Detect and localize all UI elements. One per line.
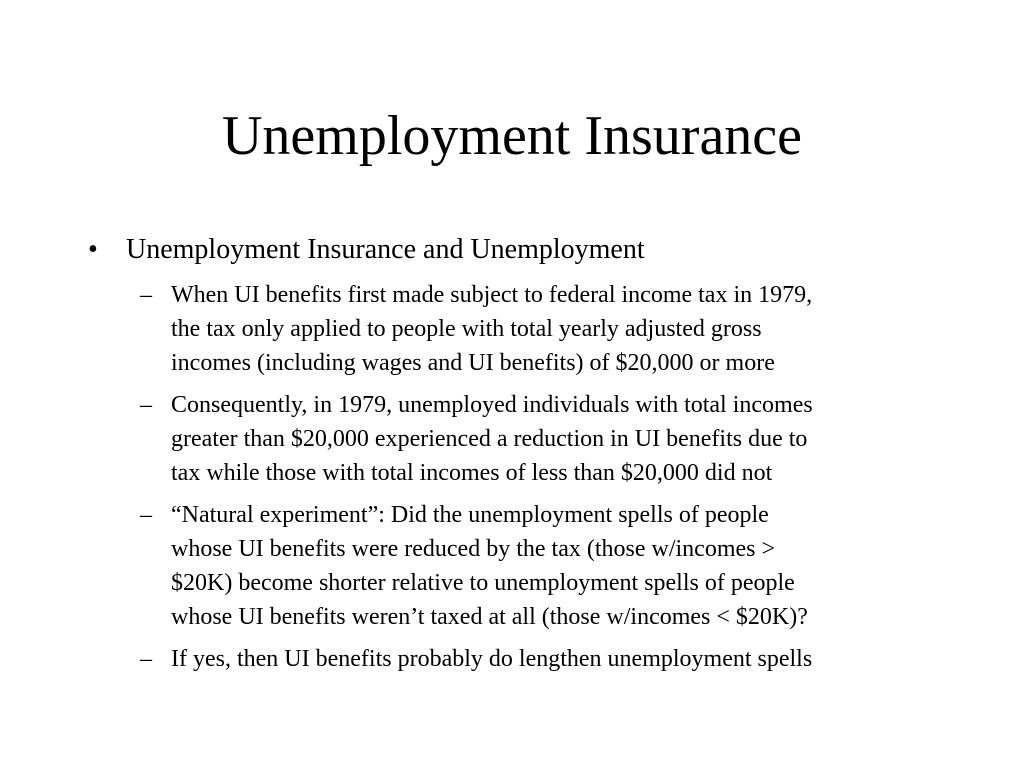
dash-marker: – <box>140 502 152 528</box>
text-line: $20K) become shorter relative to unemployment spells of people <box>171 570 795 596</box>
dash-marker: – <box>140 646 152 672</box>
sub-bullet-text <box>171 278 980 380</box>
dash-marker: – <box>140 392 152 418</box>
text-line: the tax only applied to people with total yearly adjusted gross <box>171 316 762 342</box>
text-line: greater than $20,000 experienced a reduction in UI benefits due to <box>171 426 808 452</box>
sub-bullet-item <box>140 388 980 490</box>
sub-bullet-item <box>140 278 980 380</box>
sub-bullet-text <box>171 498 980 634</box>
text-line: When UI benefits first made subject to federal income tax in 1979, <box>171 282 813 308</box>
sub-bullet-text <box>171 388 980 490</box>
sub-bullet-text <box>171 642 980 676</box>
sub-bullet-item <box>140 498 980 634</box>
bullet-marker: • <box>88 234 98 265</box>
text-line: whose UI benefits weren’t taxed at all (those w/incomes < $20K)? <box>171 604 808 630</box>
text-line: incomes (including wages and UI benefits) of $20,000 or more <box>171 350 775 376</box>
text-line: If yes, then UI benefits probably do lengthen unemployment spells <box>171 646 813 672</box>
text-line: tax while those with total incomes of less than $20,000 did not <box>171 460 773 486</box>
text-line: whose UI benefits were reduced by the tax (those w/incomes > <box>171 536 776 562</box>
sub-bullet-list <box>140 278 980 684</box>
sub-bullet-item <box>140 642 980 676</box>
bullet-text: Unemployment Insurance and Unemployment <box>126 234 645 265</box>
text-line: “Natural experiment”: Did the unemployment spells of people <box>171 502 769 528</box>
dash-marker: – <box>140 282 152 308</box>
text-line: Consequently, in 1979, unemployed individuals with total incomes <box>171 392 813 418</box>
slide-title: Unemployment Insurance <box>221 105 803 167</box>
